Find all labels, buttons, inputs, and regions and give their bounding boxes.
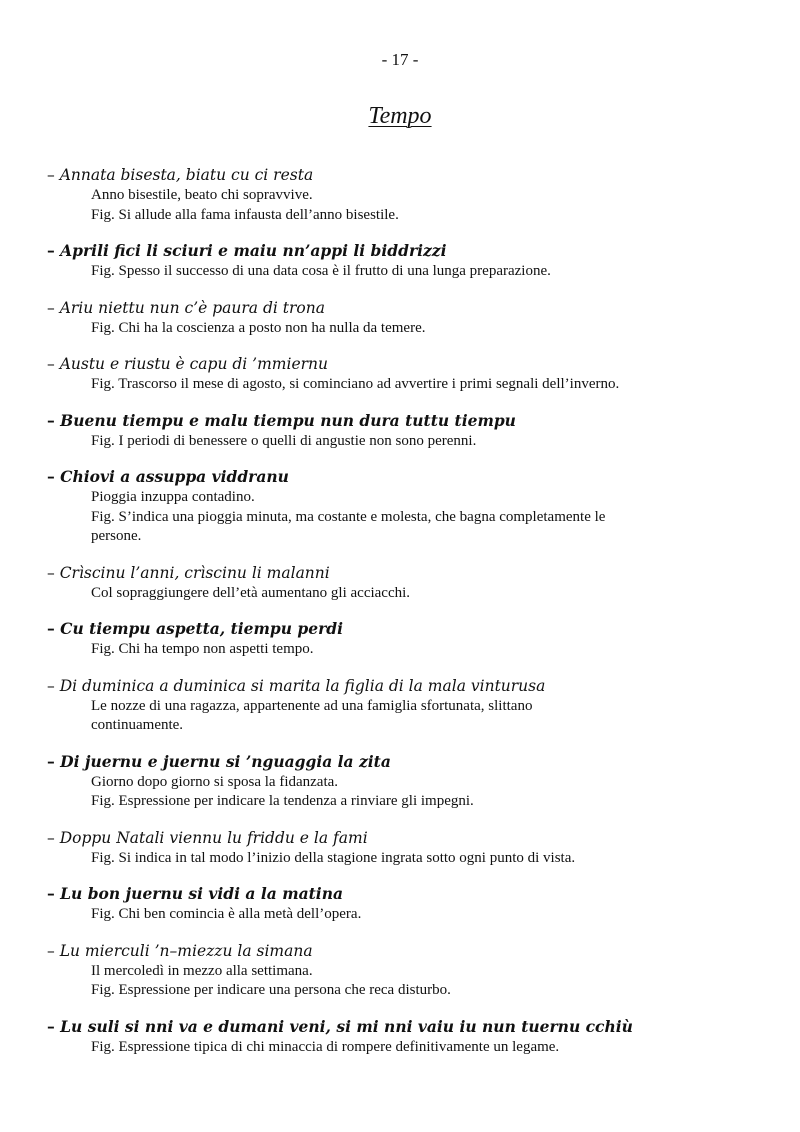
entry-dash: – — [47, 941, 55, 960]
proverb-phrase: Annata bisesta, biatu cu ci resta — [59, 166, 314, 184]
proverb-phrase: Ariu niettu nun c’è paura di trona — [59, 298, 325, 317]
proverb-explanation-line: Fig. Espressione per indicare una persona che reca disturbo. — [91, 982, 451, 998]
proverb-explanation-line: Fig. Spesso il successo di una data cosa è il frutto di una lunga preparazione. — [91, 263, 551, 279]
proverb-explanation-line: Il mercoledì in mezzo alla settimana. — [91, 962, 313, 979]
entry-dash: – — [47, 467, 55, 486]
proverb-entry — [47, 466, 767, 547]
entry-dash: – — [47, 619, 55, 638]
proverb-explanation-line: Fig. Si indica in tal modo l’inizio della stagione ingrata sotto ogni punto di vista. — [91, 849, 576, 866]
entry-dash: – — [47, 884, 55, 903]
page-number: - 17 - — [381, 50, 419, 69]
proverb-list — [47, 164, 767, 1072]
entry-dash: – — [47, 751, 55, 771]
entry-dash: – — [47, 1016, 55, 1036]
entry-dash: – — [47, 241, 55, 260]
proverb-entry — [47, 940, 767, 1001]
proverb-explanation-line: Fig. Espressione tipica di chi minaccia di rompere definitivamente un legame. — [91, 1038, 560, 1055]
proverb-text — [47, 466, 767, 488]
proverb-entry — [47, 883, 767, 925]
proverb-entry — [47, 675, 767, 736]
proverb-entry — [47, 827, 767, 869]
proverb-explanation-line: Fig. Chi ha tempo non aspetti tempo. — [91, 641, 314, 657]
entry-dash: – — [47, 355, 55, 373]
entry-dash: – — [47, 676, 55, 695]
proverb-entry — [47, 297, 767, 339]
proverb-entry — [47, 751, 767, 812]
proverb-explanation-line: Fig. Espressione per indicare la tendenza a rinviare gli impegni. — [91, 793, 474, 809]
entry-dash: – — [47, 828, 55, 847]
proverb-text — [47, 240, 767, 262]
proverb-explanation-line: Fig. S’indica una pioggia minuta, ma costante e molesta, che bagna completamente le — [91, 508, 606, 525]
proverb-entry — [47, 353, 767, 395]
proverb-phrase: Lu bon juernu si vidi a la matina — [60, 884, 344, 903]
proverb-text — [47, 164, 767, 186]
proverb-text — [47, 883, 767, 905]
proverb-phrase: Doppu Natali viennu lu friddu e la fami — [59, 828, 368, 847]
proverb-entry — [47, 562, 767, 604]
proverb-phrase: Cu tiempu aspetta, tiempu perdi — [60, 619, 344, 638]
proverb-text — [47, 353, 767, 375]
proverb-phrase: Lu mierculi ’n–miezzu la simana — [59, 941, 313, 960]
proverb-phrase: Di duminica a duminica si marita la figlia di la mala vinturusa — [59, 676, 546, 695]
proverb-explanation-line: Fig. Chi ha la coscienza a posto non ha nulla da temere. — [91, 319, 426, 336]
proverb-explanation-line: continuamente. — [91, 717, 184, 733]
proverb-text — [47, 751, 767, 773]
proverb-entry — [47, 410, 767, 452]
proverb-explanation-line: Le nozze di una ragazza, appartenente ad una famiglia sfortunata, slittano — [91, 697, 533, 714]
proverb-explanation-line: Fig. Si allude alla fama infausta dell’anno bisestile. — [91, 206, 399, 223]
proverb-explanation-line: Giorno dopo giorno si sposa la fidanzata. — [91, 773, 339, 790]
proverb-entry — [47, 240, 767, 282]
proverb-explanation-line: Fig. I periodi di benessere o quelli di angustie non sono perenni. — [91, 432, 477, 449]
proverb-text — [47, 827, 767, 849]
proverb-explanation-line: Pioggia inzuppa contadino. — [91, 489, 255, 505]
proverb-text — [47, 940, 767, 962]
proverb-text — [47, 410, 767, 432]
entry-dash: – — [47, 166, 55, 184]
proverb-explanation-line: persone. — [91, 528, 142, 544]
proverb-text — [47, 562, 767, 584]
proverb-phrase: Crìscinu l’anni, crìscinu li malanni — [59, 563, 330, 582]
proverb-text — [47, 1016, 767, 1038]
proverb-phrase: Lu suli si nni va e dumani veni, si mi nni vaiu iu nun tuernu cchiù — [60, 1016, 633, 1036]
proverb-phrase: Buenu tiempu e malu tiempu nun dura tuttu tiempu — [60, 410, 516, 430]
proverb-text — [47, 297, 767, 319]
proverb-explanation-line: Col sopraggiungere dell’età aumentano gli acciacchi. — [91, 584, 411, 601]
proverb-entry — [47, 164, 767, 225]
proverb-explanation-line: Fig. Trascorso il mese di agosto, si cominciano ad avvertire i primi segnali dell’inverno. — [91, 376, 620, 392]
proverb-text — [47, 618, 767, 640]
entry-dash: – — [47, 298, 55, 317]
proverb-phrase: Di juernu e juernu si ’nguaggia la zita — [60, 751, 391, 771]
proverb-entry — [47, 618, 767, 660]
entry-dash: – — [47, 563, 55, 582]
section-title: Tempo — [368, 103, 432, 129]
entry-dash: – — [47, 410, 55, 430]
proverb-phrase: Chiovi a assuppa viddranu — [60, 467, 289, 486]
proverb-phrase: Austu e riustu è capu di ’mmiernu — [59, 355, 328, 373]
proverb-entry — [47, 1016, 767, 1058]
proverb-phrase: Aprili fici li sciuri e maiu nn’appi li biddrizzi — [60, 241, 447, 260]
proverb-text — [47, 675, 767, 697]
proverb-explanation-line: Anno bisestile, beato chi sopravvive. — [91, 187, 313, 203]
proverb-explanation-line: Fig. Chi ben comincia è alla metà dell’opera. — [91, 906, 362, 922]
